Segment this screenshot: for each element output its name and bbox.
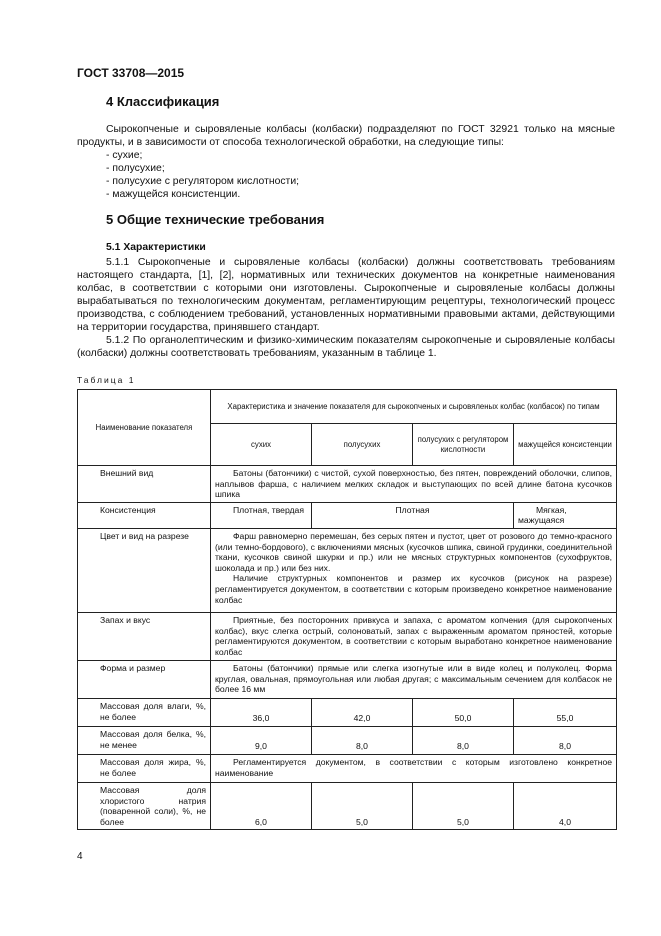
header-type-semidry: полусухих (312, 424, 413, 466)
header-type-spreadable: мажущейся консистенции (514, 424, 617, 466)
row-label: Внешний вид (78, 466, 211, 503)
paragraph-5-1-2: 5.1.2 По органолептическим и физико-химическим показателям сырокопченые и сыровяленые колбасы (колбаски) должны соответствовать требованиям, указанным в таблице 1. (77, 335, 615, 359)
requirements-table (77, 389, 617, 830)
document-header: ГОСТ 33708—2015 (77, 66, 185, 80)
consistency-spreadable: Мягкая, мажущаяся (514, 502, 617, 528)
table-cell: 36,0 (211, 698, 312, 726)
table-row (78, 502, 617, 528)
consistency-semidry: Плотная (312, 502, 514, 528)
header-type-semidry-acid: полусухих с регулятором кислотности (413, 424, 514, 466)
table-row (78, 528, 617, 612)
row-label: Форма и размер (78, 660, 211, 698)
section-4-intro: Сырокопченые и сыровяленые колбасы (колбаски) подразделяют по ГОСТ 32921 только на мясные продукты, и в зависимости от способа технологической обработки, на следующие типы: (77, 124, 615, 148)
table-row (78, 660, 617, 698)
table-row (78, 698, 617, 726)
table-row (78, 782, 617, 829)
row-label: Массовая доля жира, %, не более (78, 754, 211, 782)
consistency-dry: Плотная, твердая (211, 502, 312, 528)
header-type-dry: сухих (211, 424, 312, 466)
table-row (78, 466, 617, 503)
table-cell: 6,0 (211, 782, 312, 829)
section-5-title: 5 Общие технические требования (106, 212, 325, 227)
list-item: - мажущейся консистенции. (106, 189, 241, 200)
color-text (211, 528, 617, 612)
row-label: Цвет и вид на разрезе (78, 528, 211, 612)
table-cell: 55,0 (514, 698, 617, 726)
row-label: Запах и вкус (78, 612, 211, 660)
color-text-2: Наличие структурных компонентов и размер их кусочков (рисунок на разрезе) регламентируется документом, в соответствии с которым произведено конкретное наименование колбас (215, 573, 613, 605)
appearance-text: Батоны (батончики) с чистой, сухой поверхностью, без пятен, повреждений оболочки, слипов, наплывов фарша, с наличием мелких складок и выступающих по всей длине батона кусочков шпика (211, 466, 617, 503)
list-item: - полусухие с регулятором кислотности; (106, 176, 300, 187)
table-cell: 9,0 (211, 726, 312, 754)
table-cell: 8,0 (312, 726, 413, 754)
row-label: Массовая доля хлористого натрия (поваренной соли), %, не более (78, 782, 211, 829)
table-caption: Таблица 1 (77, 375, 136, 385)
table-row (78, 754, 617, 782)
table-cell: 5,0 (312, 782, 413, 829)
fat-text: Регламентируется документом, в соответствии с которым изготовлено конкретное наименование (211, 754, 617, 782)
smell-text: Приятные, без посторонних привкуса и запаха, с ароматом копчения (для сырокопченых колбас), вкус слегка острый, солоноватый, запах с выраженным ароматом пряностей, которые регламентируются документом, в соответствии с которым выработано конкретное наименование колбас (211, 612, 617, 660)
table-cell: 8,0 (413, 726, 514, 754)
row-label: Массовая доля белка, %, не менее (78, 726, 211, 754)
table-row (78, 726, 617, 754)
shape-text: Батоны (батончики) прямые или слегка изогнутые или в виде колец и полуколец. Форма круглая, овальная, прямоугольная или любая другая; с максимальным сечением для колбасок не более 16 мм (211, 660, 617, 698)
table-row (78, 612, 617, 660)
row-label: Массовая доля влаги, %, не более (78, 698, 211, 726)
page-number: 4 (77, 851, 83, 862)
header-indicator-name: Наименование показателя (78, 390, 211, 466)
paragraph-5-1-1: 5.1.1 Сырокопченые и сыровяленые колбасы (колбаски) должны соответствовать требованиям настоящего стандарта, [1], [2], нормативных или технических документов на конкретные наименования колбас, в соответствии с которыми они изготовлены. Сырокопченые и сыровяленые колбасы должны вырабатываться по технологическим документам, регламентирующим рецептуры, технологический процесс производства, с соблюдением требований, установленных нормативными правовыми актами, действующими на территории государства, принявшего стандарт. (77, 257, 615, 333)
color-text-1: Фарш равномерно перемешан, без серых пятен и пустот, цвет от розового до темно-красного (или темно-бордового), с включениями мясных (кусочков шпика, свиной грудинки, соединительной ткани, кусочков свиной шкурки и пр.) или не мясных структурных компонентов (сухофруктов, шоколада и пр.) или без них. (215, 530, 613, 573)
table-cell: 4,0 (514, 782, 617, 829)
list-item: - полусухие; (106, 163, 165, 174)
table-cell: 42,0 (312, 698, 413, 726)
section-4-title: 4 Классификация (106, 94, 220, 109)
list-item: - сухие; (106, 150, 143, 161)
table-cell: 5,0 (413, 782, 514, 829)
subsection-5-1-title: 5.1 Характеристики (106, 242, 206, 253)
table-cell: 50,0 (413, 698, 514, 726)
row-label: Консистенция (78, 502, 211, 528)
header-type-group: Характеристика и значение показателя для сырокопченых и сыровяленых колбас (колбасок) по типам (211, 390, 617, 424)
table-cell: 8,0 (514, 726, 617, 754)
